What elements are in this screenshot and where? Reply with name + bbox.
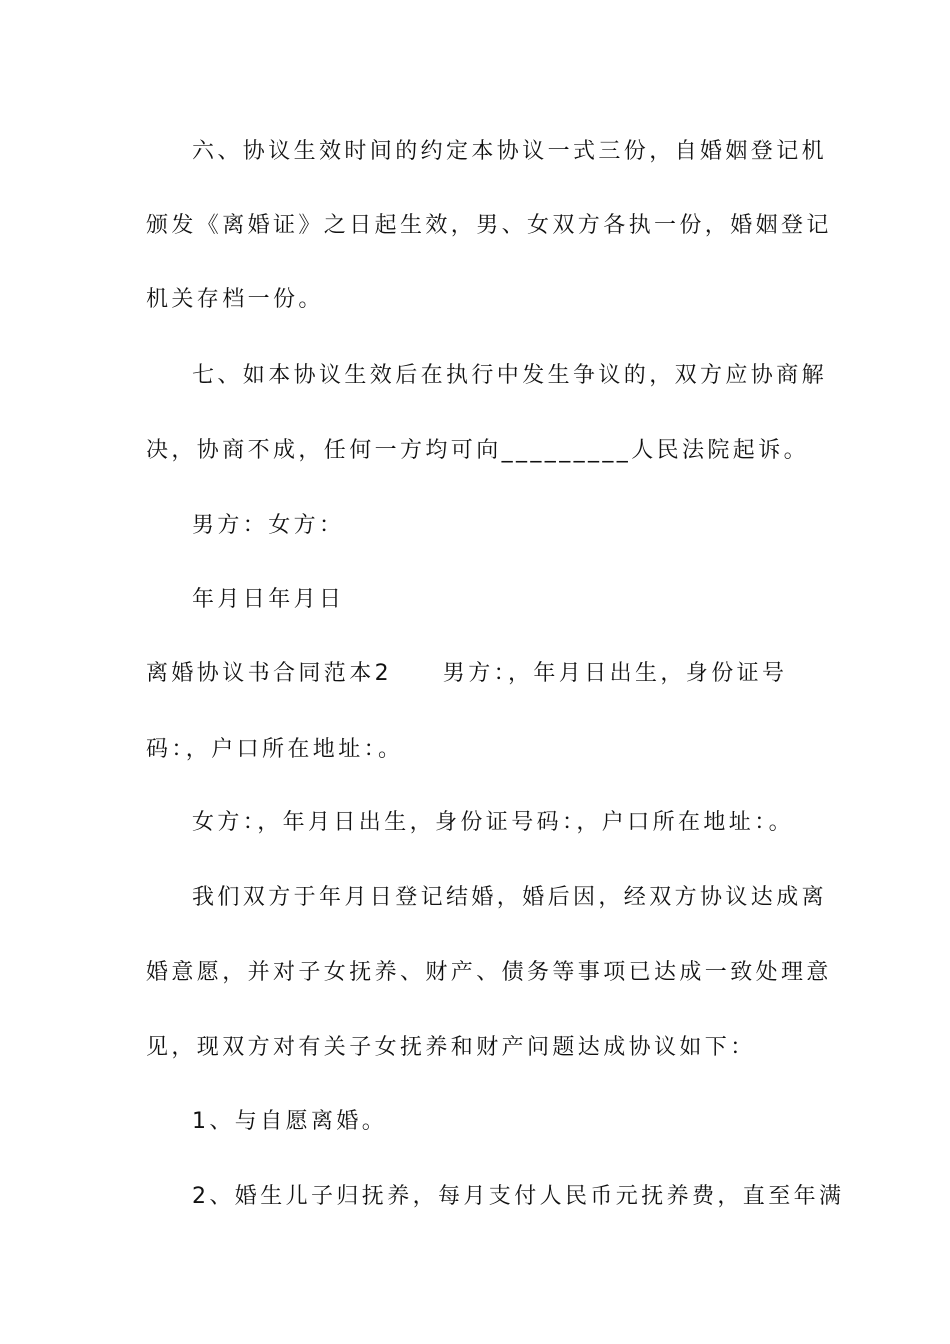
paragraph-line: 颁发《离婚证》之日起生效，男、女双方各执一份，婚姻登记 <box>146 213 832 238</box>
paragraph-line: 我们双方于年月日登记结婚，婚后因，经双方协议达成离 <box>192 885 828 910</box>
paragraph-line: 见，现双方对有关子女抚养和财产问题达成协议如下： <box>146 1035 756 1060</box>
paragraph-line: 码：，户口所在地址：。 <box>146 737 404 762</box>
section-heading-line: 离婚协议书合同范本2 男方：，年月日出生，身份证号 <box>146 661 788 686</box>
list-item: 1、与自愿离婚。 <box>192 1109 388 1134</box>
paragraph-line: 决，协商不成，任何一方均可向_________人民法院起诉。 <box>146 438 810 463</box>
paragraph-line: 机关存档一份。 <box>146 287 324 312</box>
paragraph-line: 婚意愿，并对子女抚养、财产、债务等事项已达成一致处理意 <box>146 960 832 985</box>
list-item: 2、婚生儿子归抚养，每月支付人民币元抚养费，直至年满 <box>192 1184 845 1209</box>
paragraph-line: 女方：，年月日出生，身份证号码：，户口所在地址：。 <box>192 810 795 835</box>
signature-line: 男方：女方： <box>192 513 345 538</box>
paragraph-line: 七、如本协议生效后在执行中发生争议的，双方应协商解 <box>192 363 828 388</box>
paragraph-line: 六、协议生效时间的约定本协议一式三份，自婚姻登记机 <box>192 139 828 164</box>
date-line: 年月日年月日 <box>192 587 345 612</box>
